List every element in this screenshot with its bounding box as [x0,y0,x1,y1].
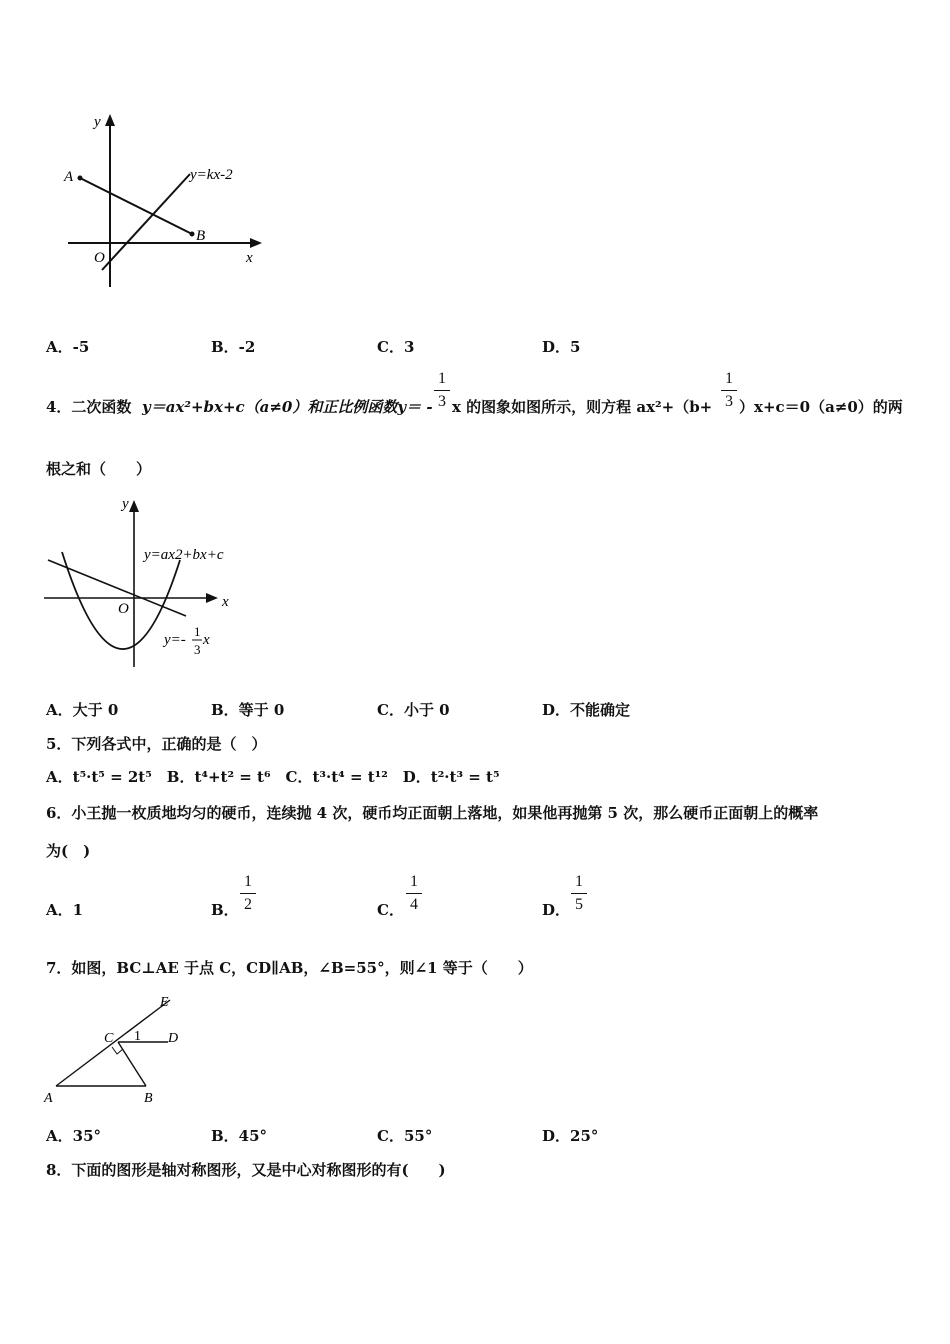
q6-option-b[interactable]: B． [211,901,239,919]
q7-label-b: B [144,1091,153,1106]
q7-figure [40,990,200,1110]
q4-frac1-den: 3 [438,393,446,410]
q4-origin-label: O [118,601,129,617]
q4-option-d[interactable]: D．不能确定 [542,701,631,719]
q6-b-num: 1 [244,873,252,890]
q4-option-c[interactable]: C．小于 0 [377,701,450,719]
q6-d-den: 5 [575,896,583,913]
q6-option-a[interactable]: A．1 [46,901,84,919]
q3-origin-label: O [94,250,105,266]
q3-point-a-label: A [64,169,74,185]
q7-option-c[interactable]: C．55° [377,1127,433,1145]
q3-option-c[interactable]: C．3 [377,338,415,356]
q3-line-label: y=kx-2 [190,167,233,183]
q4-line-frac-den: 3 [194,642,201,657]
q6-stem-line2: 为( ) [46,842,91,860]
q7-label-d: D [168,1031,179,1046]
q3-option-b[interactable]: B．-2 [211,338,256,356]
q3-option-d[interactable]: D．5 [542,338,581,356]
q7-label-1: 1 [134,1029,141,1044]
q6-option-c-fraction [406,873,422,914]
q7-label-e: E [160,995,169,1010]
q6-stem-line1: 6．小王抛一枚质地均匀的硬币，连续抛 4 次，硬币均正面朝上落地，如果他再抛第 5 次，那么硬币正面朝上的概率 [46,804,819,822]
q6-option-b-fraction [240,873,256,914]
q4-stem-part4: ）x+c＝0（a≠0）的两 [739,398,903,416]
q7-option-a[interactable]: A．35° [46,1127,102,1145]
q6-c-num: 1 [410,873,418,890]
q7-option-b[interactable]: B．45° [211,1127,268,1145]
q4-fraction-2 [721,370,737,411]
q4-frac2-den: 3 [725,393,733,410]
q3-y-axis-label: y [94,114,101,130]
q4-line-label-prefix: y=- [164,632,186,648]
q7-label-c: C [104,1031,114,1046]
q5-stem: 5．下列各式中，正确的是（ ） [46,735,267,753]
q6-d-num: 1 [575,873,583,890]
q6-option-d[interactable]: D． [542,901,571,919]
q6-c-den: 4 [410,896,418,913]
q8-stem: 8．下面的图形是轴对称图形，又是中心对称图形的有( ) [46,1161,446,1179]
q4-parabola-label: y=ax2+bx+c [144,547,224,563]
q4-stem-part2: y＝ax²+bx+c（a≠0）和正比例函数y＝ - [142,398,433,416]
q4-fraction-1 [434,370,450,411]
q4-line-frac-num: 1 [194,624,201,639]
q3-point-b-label: B [196,228,206,244]
q4-stem-line2: 根之和（ ） [46,460,152,478]
q4-option-a[interactable]: A．大于 0 [46,701,119,719]
q7-label-a: A [44,1091,53,1106]
q5-options[interactable]: A．t⁵·t⁵ = 2t⁵ B．t⁴+t² = t⁶ C．t³·t⁴ = t¹² D．t²·t³ = t⁵ [46,768,500,786]
q4-y-axis-label: y [122,496,129,512]
q4-graph [40,492,250,672]
q6-b-den: 2 [244,896,252,913]
q3-option-a[interactable]: A．-5 [46,338,90,356]
q4-frac2-num: 1 [725,370,733,387]
q6-option-c[interactable]: C． [377,901,404,919]
q4-option-b[interactable]: B．等于 0 [211,701,285,719]
q4-line-label-suffix: x [203,632,210,648]
q4-stem-part3: x 的图象如图所示，则方程 ax²+（b+ [452,398,713,416]
q4-frac1-num: 1 [438,370,446,387]
q7-option-d[interactable]: D．25° [542,1127,599,1145]
q4-x-axis-label: x [222,594,229,610]
q4-stem-part1: 4．二次函数 [46,398,132,416]
q6-option-d-fraction [571,873,587,914]
q7-stem: 7．如图，BC⊥AE 于点 C，CD∥AB，∠B=55°，则∠1 等于（ ） [46,959,533,977]
q3-x-axis-label: x [246,250,253,266]
q3-graph [60,112,270,297]
